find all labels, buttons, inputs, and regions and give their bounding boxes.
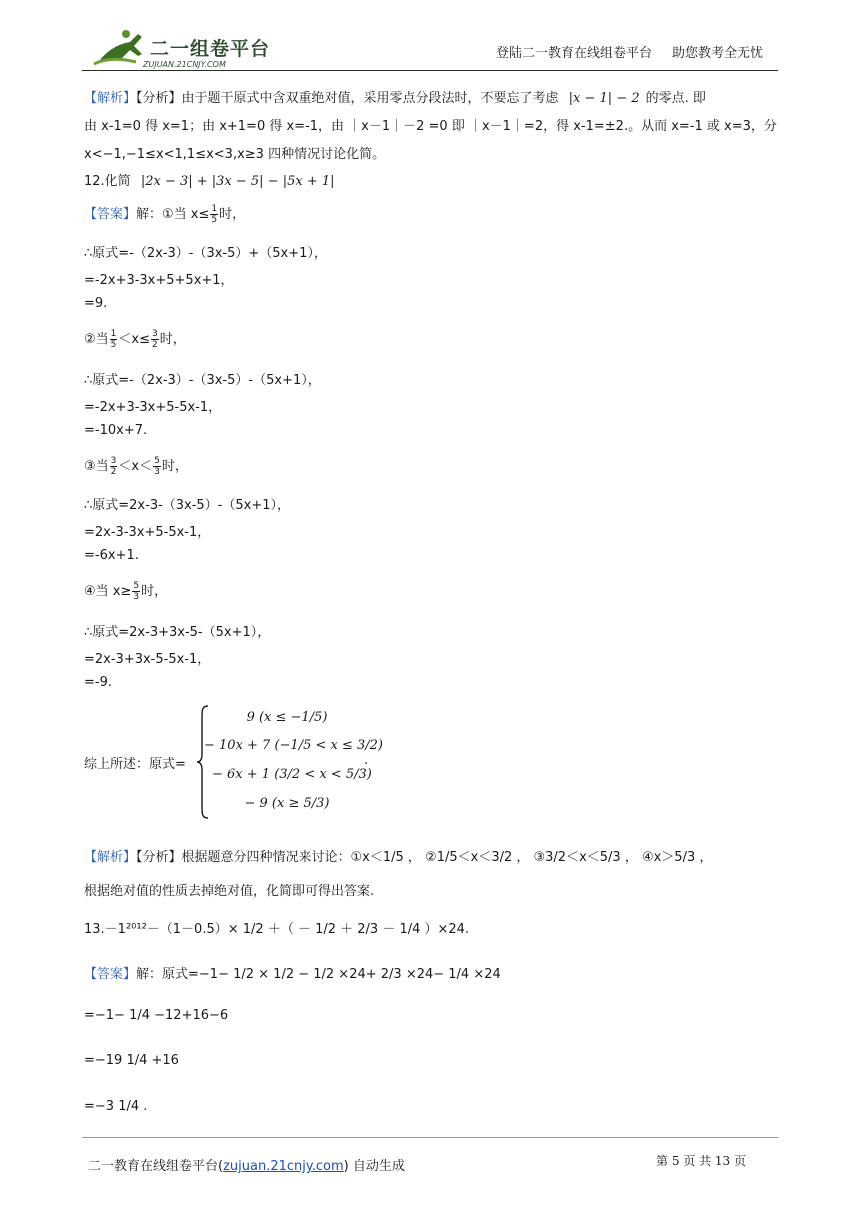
q12-analysis-line-1: 【解析】【分析】根据题意分四种情况来讨论：①x＜1/5 ， ②1/5＜x＜3/2 ， ③3/2＜x＜5/3 ， ④x＞5/3 ， xyxy=(84,850,713,865)
fraction: $\frac{1}{5}$ xyxy=(211,204,218,225)
q12-case-2-step-1: ∴原式=-（2x-3）-（3x-5）-（5x+1）， xyxy=(84,373,321,388)
header-slogan-right: 助您教考全无忧 xyxy=(672,46,764,61)
q12-case-4-step-1: ∴原式=2x-3+3x-5-（5x+1）， xyxy=(84,625,271,640)
q11-analysis-line-3: x<−1,−1≤x<1,1≤x<3,x≥3 四种情况讨论化简。 xyxy=(84,147,386,162)
q12-case-3-step-3: =-6x+1. xyxy=(84,548,139,563)
fraction: $\frac{1}{5}$ xyxy=(110,329,117,350)
answer-tag: 【答案】 xyxy=(84,967,137,982)
fraction: $\frac{5}{3}$ xyxy=(133,581,140,602)
q12-case-4-step-2: =2x-3+3x-5-5x-1， xyxy=(84,652,211,667)
q12-case-1-step-2: =-2x+3-3x+5+5x+1， xyxy=(84,273,234,288)
q12-case-2-heading: ②当 $\frac{1}{5}$ ＜x≤ $\frac{3}{2}$ 时， xyxy=(84,329,186,350)
q11-analysis-line-2: 由 x-1=0 得 x=1；由 x+1=0 得 x=-1，由 ｜x－1｜－2 =0 即 ｜x－1｜=2，得 x-1=±2.。从而 x=-1 或 x=3，分 xyxy=(84,119,777,134)
q13-answer-line-3: =−19 1/4 +16 xyxy=(84,1053,179,1068)
logo-subtitle: ZUJUAN.21CNJY.COM xyxy=(143,60,226,69)
analysis-tag: 【解析】 xyxy=(84,850,137,865)
q12-case-4-heading: ④当 x≥ $\frac{5}{3}$ 时， xyxy=(84,581,168,602)
piecewise-row-4: − 9 (x ≥ 5/3) xyxy=(244,796,330,811)
fraction: $\frac{3}{2}$ xyxy=(110,456,117,477)
fraction: $\frac{3}{2}$ xyxy=(151,329,158,350)
analysis-tag: 【解析】 xyxy=(84,91,137,106)
q13-answer-line-4: =−3 1/4 . xyxy=(84,1099,148,1114)
piecewise-row-3: − 6x + 1 (3/2 < x < 5/3) xyxy=(212,767,372,782)
q12-case-4-step-3: =-9. xyxy=(84,675,112,690)
q13-answer-line-2: =−1− 1/4 −12+16−6 xyxy=(84,1008,229,1023)
q12-stem: 12.化简 |2x − 3| + |3x − 5| − |5x + 1| xyxy=(84,174,335,189)
q12-case-3-step-1: ∴原式=2x-3-（3x-5）-（5x+1）， xyxy=(84,498,291,513)
q12-case-3-heading: ③当 $\frac{3}{2}$ ＜x＜ $\frac{5}{3}$ 时， xyxy=(84,456,188,477)
math-expression: |2x − 3| + |3x − 5| − |5x + 1| xyxy=(140,174,335,189)
header-rule xyxy=(82,70,778,71)
q13-stem: 13.－1²⁰¹²－（1－0.5）× 1/2 ＋（ － 1/2 ＋ 2/3 － 1/4 ）×24. xyxy=(84,922,470,937)
piecewise-row-1: 9 (x ≤ −1/5) xyxy=(246,710,328,725)
q12-case-1-step-3: =9. xyxy=(84,296,108,311)
footer-rule xyxy=(82,1137,778,1138)
q12-case-1-heading: 【答案】解：①当 x≤ $\frac{1}{5}$ 时， xyxy=(84,204,246,225)
fraction: $\frac{5}{3}$ xyxy=(154,456,160,477)
q12-analysis-line-2: 根据绝对值的性质去掉绝对值，化简即可得出答案. xyxy=(84,884,375,899)
page-number: 第 5 页 共 13 页 xyxy=(656,1154,746,1168)
q11-analysis-line-1: 【解析】【分析】由于题干原式中含双重绝对值，采用零点分段法时，不要忘了考虑 |x − 1| − 2 的零点. 即 xyxy=(84,91,706,106)
answer-tag: 【答案】 xyxy=(84,207,137,222)
piecewise-row-2: − 10x + 7 (−1/5 < x ≤ 3/2) xyxy=(204,738,383,753)
q12-case-2-step-3: =-10x+7. xyxy=(84,423,148,438)
q12-case-3-step-2: =2x-3-3x+5-5x-1， xyxy=(84,525,211,540)
q12-summary-label: 综上所述：原式= xyxy=(84,757,186,772)
left-brace-icon xyxy=(196,704,210,820)
q13-answer-line-1: 【答案】解：原式=−1− 1/2 × 1/2 − 1/2 ×24+ 2/3 ×24− 1/4 ×24 xyxy=(84,967,501,982)
logo-text: 二一组卷平台 xyxy=(150,38,271,60)
header-slogan-left: 登陆二一教育在线组卷平台 xyxy=(496,46,653,61)
q12-case-1-step-1: ∴原式=-（2x-3）-（3x-5）+（5x+1）， xyxy=(84,246,327,261)
summary-period: . xyxy=(364,753,369,768)
footer-link[interactable]: zujuan.21cnjy.com xyxy=(223,1159,344,1174)
footer-left: 二一教育在线组卷平台(zujuan.21cnjy.com) 自动生成 xyxy=(88,1159,405,1174)
math-expression: |x − 1| − 2 xyxy=(568,91,640,106)
q12-case-2-step-2: =-2x+3-3x+5-5x-1， xyxy=(84,400,222,415)
